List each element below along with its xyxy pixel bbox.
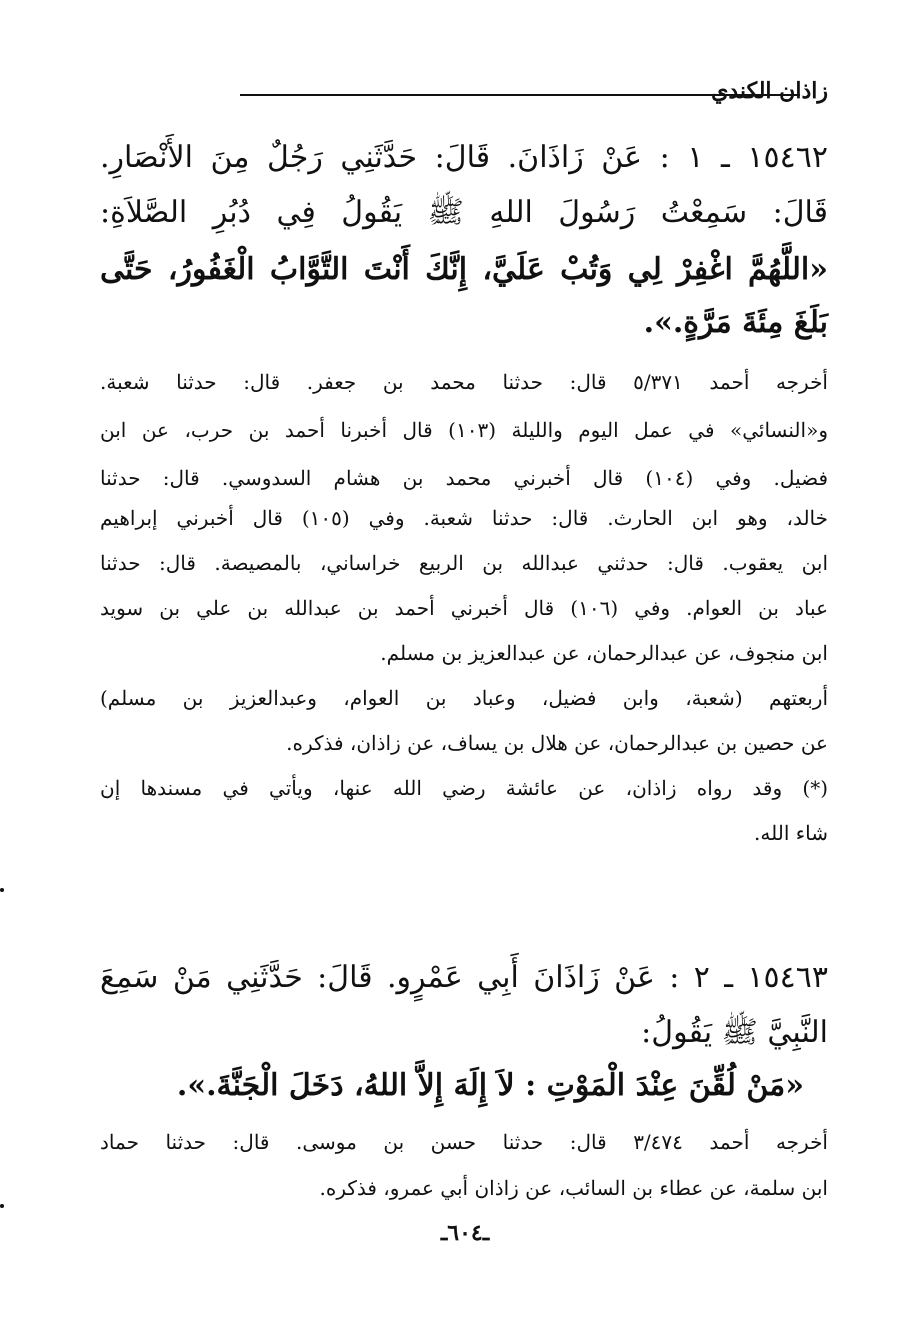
hadith-1-commentary-line-9: عن حصين بن عبدالرحمان، عن هلال بن يساف، عن زاذان، فذكره. xyxy=(286,731,828,755)
hadith-2-line-2: النَّبِيَّ ﷺ يَقُولُ: xyxy=(641,1015,828,1050)
hadith-2-commentary-line-1: أخرجه أحمد ٣/٤٧٤ قال: حدثنا حسن بن موسى. قال: حدثنا حماد xyxy=(100,1130,828,1154)
hadith-1-line-1: ١٥٤٦٢ ـ ١ : عَنْ زَاذَانَ. قَالَ: حَدَّثَنِي رَجُلٌ مِنَ الأَنْصَارِ. xyxy=(100,140,828,175)
hadith-1-commentary-line-4: خالد، وهو ابن الحارث. قال: حدثنا شعبة. وفي (١٠٥) قال أخبرني إبراهيم xyxy=(100,506,828,530)
hadith-2-commentary-line-2: ابن سلمة، عن عطاء بن السائب، عن زاذان أبي عمرو، فذكره. xyxy=(319,1176,828,1200)
header-rule xyxy=(240,94,800,96)
hadith-1-commentary-line-7: ابن منجوف، عن عبدالرحمان، عن عبدالعزيز بن مسلم. xyxy=(380,641,828,665)
hadith-1-commentary-line-10: (*) وقد رواه زاذان، عن عائشة رضي الله عنها، ويأتي في مسندها إن xyxy=(100,776,828,800)
hadith-2-line-3: «مَنْ لُقِّنَ عِنْدَ الْمَوْتِ : لاَ إِلَهَ إِلاَّ اللهُ، دَخَلَ الْجَنَّةَ.». xyxy=(176,1068,804,1103)
hadith-1-commentary-line-11: شاء الله. xyxy=(754,821,828,845)
hadith-1-commentary-line-5: ابن يعقوب. قال: حدثني عبدالله بن الربيع خراساني، بالمصيصة. قال: حدثنا xyxy=(100,551,828,575)
page-number: ـ٦٠٤ـ xyxy=(440,1220,490,1246)
margin-mark xyxy=(0,888,4,892)
running-title: زاذان الكندي xyxy=(711,78,828,104)
margin-mark xyxy=(0,1204,4,1208)
hadith-1-line-3: «اللَّهُمَّ اغْفِرْ لِي وَتُبْ عَلَيَّ، إِنَّكَ أَنْتَ التَّوَّابُ الْغَفُورُ، حَتَّى xyxy=(100,252,828,287)
running-head xyxy=(240,78,828,118)
hadith-1-commentary-line-6: عباد بن العوام. وفي (١٠٦) قال أخبرني أحمد بن عبدالله بن علي بن سويد xyxy=(100,596,829,620)
hadith-1-commentary-line-1: أخرجه أحمد ٥/٣٧١ قال: حدثنا محمد بن جعفر. قال: حدثنا شعبة. xyxy=(100,370,828,394)
hadith-2-line-1: ١٥٤٦٣ ـ ٢ : عَنْ زَاذَانَ أَبِي عَمْرٍو. قَالَ: حَدَّثَنِي مَنْ سَمِعَ xyxy=(100,960,828,995)
hadith-1-line-4: بَلَغَ مِئَةَ مَرَّةٍ.». xyxy=(643,305,828,340)
hadith-1-commentary-line-2: و«النسائي» في عمل اليوم والليلة (١٠٣) قال أخبرنا أحمد بن حرب، عن ابن xyxy=(100,418,828,442)
hadith-1-commentary-line-8: أربعتهم (شعبة، وابن فضيل، وعباد بن العوام، وعبدالعزيز بن مسلم) xyxy=(100,686,828,710)
hadith-1-line-2: قَالَ: سَمِعْتُ رَسُولَ اللهِ ﷺ يَقُولُ فِي دُبُرِ الصَّلاَةِ: xyxy=(100,195,828,230)
hadith-1-commentary-line-3: فضيل. وفي (١٠٤) قال أخبرني محمد بن هشام السدوسي. قال: حدثنا xyxy=(100,466,829,490)
